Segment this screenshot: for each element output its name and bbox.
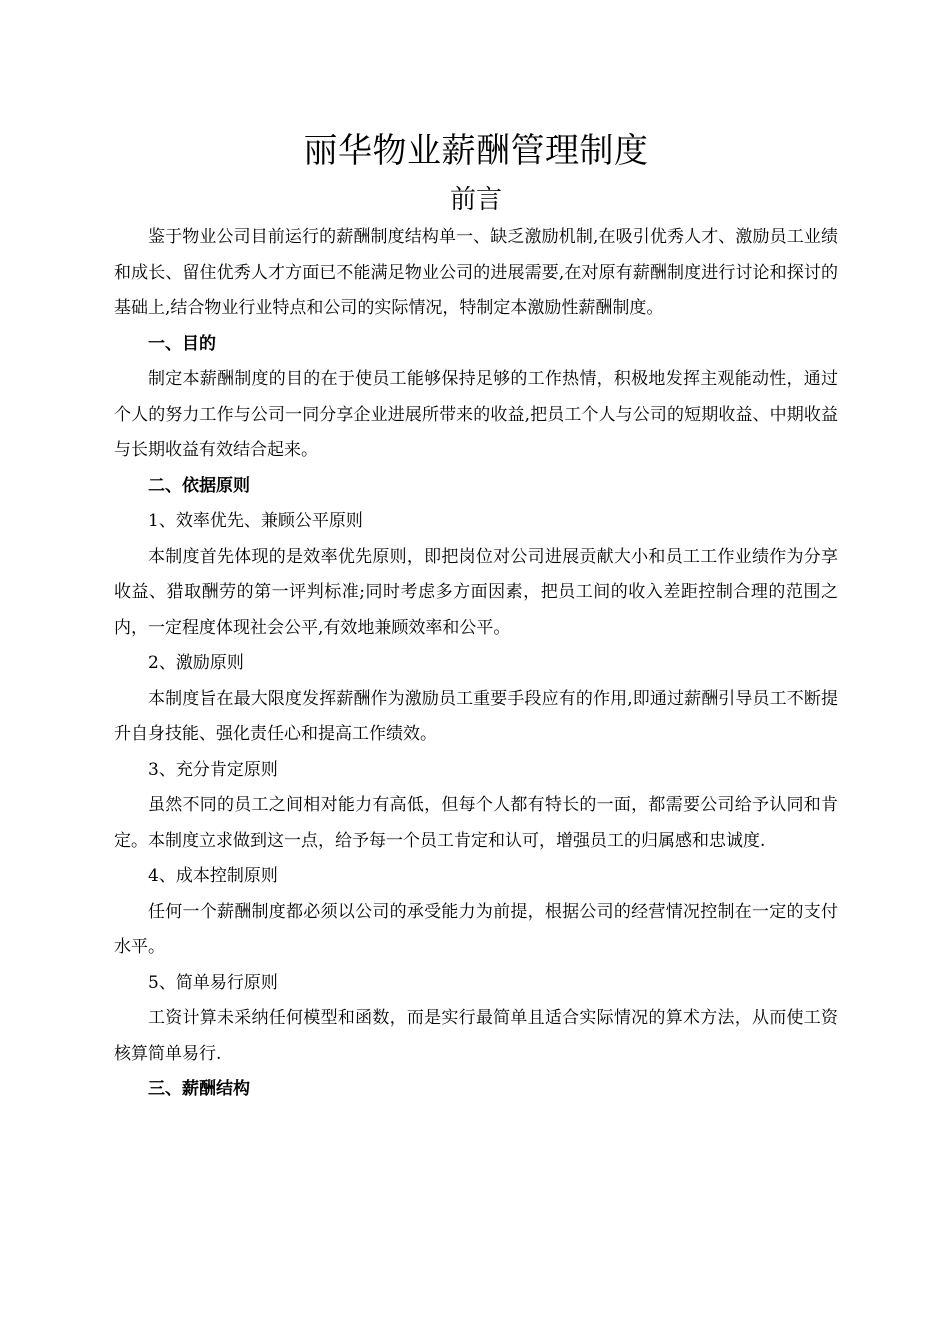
preface-title: 前言 [449, 185, 502, 215]
section-heading-salary-structure: 三、薪酬结构 [148, 1079, 250, 1099]
principle-body: 工资计算未采纳任何模型和函数，而是实行最简单且适合实际情况的算术方法，从而使工资核算简单易行. [114, 1008, 838, 1064]
principle-body: 任何一个薪酬制度都必须以公司的承受能力为前提，根据公司的经营情况控制在一定的支付水平。 [114, 901, 838, 957]
principle-title: 1、效率优先、兼顾公平原则 [148, 511, 363, 531]
section-heading-purpose: 一、目的 [148, 333, 216, 354]
principle-title: 4、成本控制原则 [148, 866, 278, 886]
principle-body: 本制度首先体现的是效率优先原则，即把岗位对公司进展贡献大小和员工工作业绩作为分享收益、猎取酬劳的第一评判标准;同时考虑多方面因素，把员工间的收入差距控制合理的范围之内，一定程度体现社会公平,有效地兼顾效率和公平。 [114, 546, 838, 638]
principle-title: 5、简单易行原则 [148, 972, 278, 993]
document-content [114, 126, 838, 1108]
document-title: 丽华物业薪酬管理制度 [303, 131, 649, 171]
purpose-paragraph: 制定本薪酬制度的目的在于使员工能够保持足够的工作热情，积极地发挥主观能动性，通过个人的努力工作与公司一同分享企业进展所带来的收益,把员工个人与公司的短期收益、中期收益与长期收益有效结合起来。 [114, 369, 838, 460]
section-heading-principles: 二、依据原则 [148, 475, 250, 496]
principle-body: 虽然不同的员工之间相对能力有高低，但每个人都有特长的一面，都需要公司给予认同和肯定。本制度立求做到这一点，给予每一个员工肯定和认可，增强员工的归属感和忠诚度. [114, 795, 838, 851]
principle-title: 3、充分肯定原则 [148, 759, 278, 780]
preface-paragraph: 鉴于物业公司目前运行的薪酬制度结构单一、缺乏激励机制,在吸引优秀人才、激励员工业绩和成长、留住优秀人才方面已不能满足物业公司的进展需要,在对原有薪酬制度进行讨论和探讨的基础上,结合物业行业特点和公司的实际情况，特制定本激励性薪酬制度。 [114, 227, 838, 318]
principle-title: 2、激励原则 [148, 653, 244, 673]
principle-body: 本制度旨在最大限度发挥薪酬作为激励员工重要手段应有的作用,即通过薪酬引导员工不断提升自身技能、强化责任心和提高工作绩效。 [114, 688, 838, 744]
